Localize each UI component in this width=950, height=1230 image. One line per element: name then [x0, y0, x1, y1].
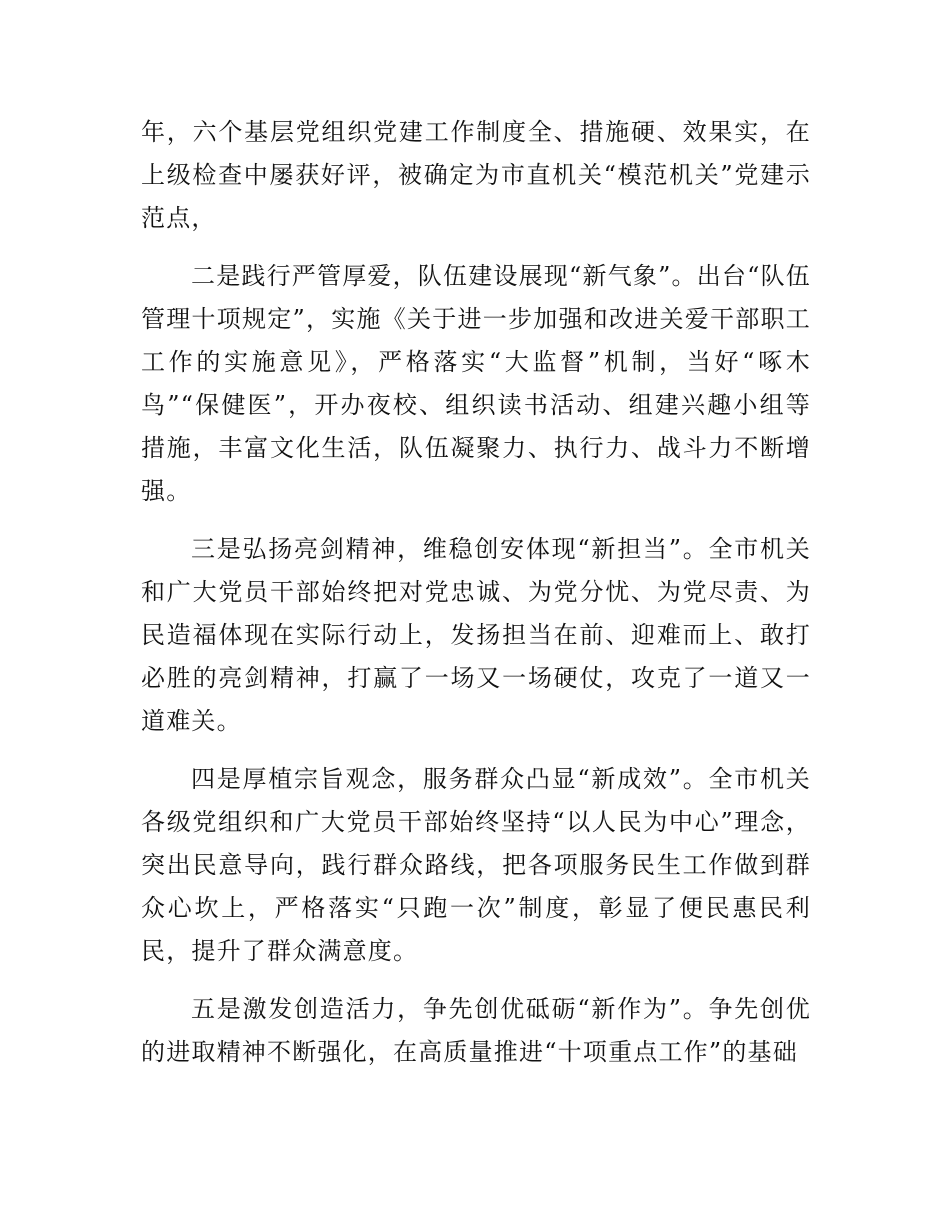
paragraph-point-three: 三是弘扬亮剑精神，维稳创安体现“新担当”。全市机关和广大党员干部始终把对党忠诚、为党分忧、为党尽责、为民造福体现在实际行动上，发扬担当在前、迎难而上、敢打必胜的亮剑精神，打赢了一场又一场硬仗，攻克了一道又一道难关。	[141, 535, 811, 735]
paragraph-point-four: 四是厚植宗旨观念，服务群众凸显“新成效”。全市机关各级党组织和广大党员干部始终坚持“以人民为中心”理念，突出民意导向，践行群众路线，把各项服务民生工作做到群众心坎上，严格落实“只跑一次”制度，彰显了便民惠民利民，提升了群众满意度。	[141, 765, 811, 965]
document-body	[141, 111, 811, 1089]
paragraph-continuation: 年，六个基层党组织党建工作制度全、措施硬、效果实，在上级检查中屡获好评，被确定为市直机关“模范机关”党建示范点，	[141, 118, 811, 232]
paragraph-point-two: 二是践行严管厚爱，队伍建设展现“新气象”。出台“队伍管理十项规定”，实施《关于进一步加强和改进关爱干部职工工作的实施意见》，严格落实“大监督”机制，当好“啄木鸟”“保健医”，开办夜校、组织读书活动、组建兴趣小组等措施，丰富文化生活，队伍凝聚力、执行力、战斗力不断增强。	[141, 262, 812, 505]
paragraph-point-five: 五是激发创造活力，争先创优砥砺“新作为”。争先创优的进取精神不断强化，在高质量推进“十项重点工作”的基础	[141, 995, 811, 1066]
